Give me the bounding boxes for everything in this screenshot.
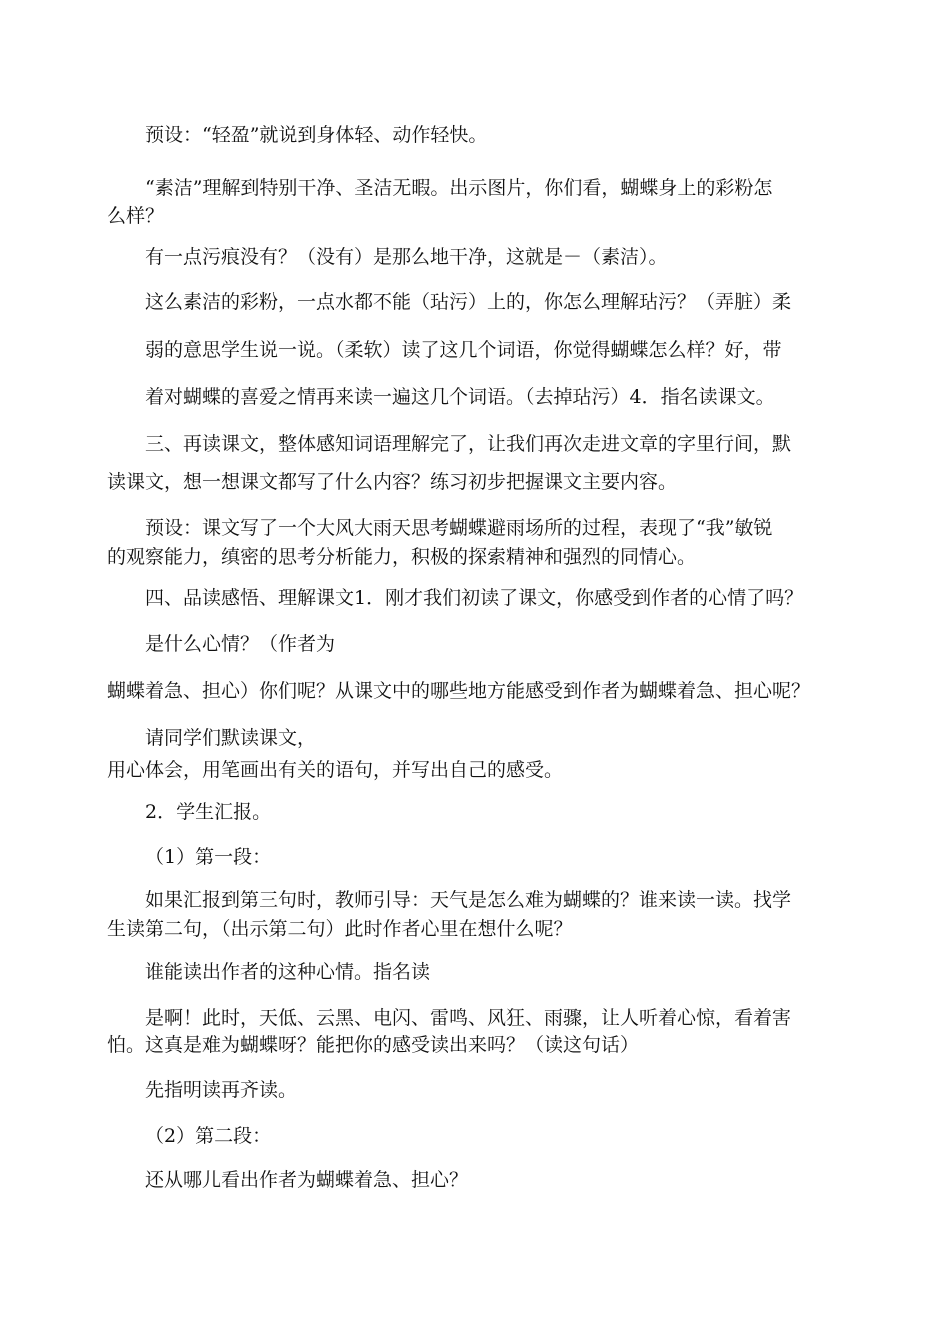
text-line: 三、再读课文，整体感知词语理解完了，让我们再次走进文章的字里行间，默 <box>145 433 792 455</box>
text-line: 着对蝴蝶的喜爱之情再来读一遍这几个词语。（去掉玷污）4．指名读课文。 <box>145 386 775 408</box>
text-line: 预设：“轻盈”就说到身体轻、动作轻快。 <box>145 124 488 146</box>
text-line: 四、品读感悟、理解课文1．刚才我们初读了课文，你感受到作者的心情了吗？ <box>145 587 804 609</box>
text-line: “素洁”理解到特别干净、圣洁无暇。出示图片，你们看，蝴蝶身上的彩粉怎 <box>145 177 773 199</box>
text-line: 用心体会，用笔画出有关的语句，并写出自己的感受。 <box>107 759 564 781</box>
text-line: 如果汇报到第三句时，教师引导：天气是怎么难为蝴蝶的？谁来读一读。找学 <box>145 889 792 911</box>
text-line: 还从哪儿看出作者为蝴蝶着急、担心？ <box>145 1169 469 1191</box>
text-line: 弱的意思学生说一说。（柔软）读了这几个词语，你觉得蝴蝶怎么样？好，带 <box>145 339 782 361</box>
text-line: 预设：课文写了一个大风大雨天思考蝴蝶避雨场所的过程，表现了“我”敏锐 <box>145 517 773 539</box>
text-line: （2）第二段： <box>145 1125 272 1147</box>
text-line: 请同学们默读课文， <box>145 727 317 749</box>
text-line: 是啊！此时，天低、云黑、电闪、雷鸣、风狂、雨骤，让人听着心惊，看着害 <box>145 1007 792 1029</box>
text-line: 的观察能力，缜密的思考分析能力，积极的探索精神和强烈的同情心。 <box>107 546 697 568</box>
text-line: 有一点污痕没有？（没有）是那么地干净，这就是－（素洁）。 <box>145 246 668 268</box>
text-line: 是什么心情？（作者为 <box>145 633 336 655</box>
text-line: 生读第二句，（出示第二句）此时作者心里在想什么呢？ <box>107 918 573 940</box>
text-line: （1）第一段： <box>145 846 272 868</box>
text-line: 2．学生汇报。 <box>145 801 272 823</box>
text-line: 先指明读再齐读。 <box>145 1079 298 1101</box>
text-line: 这么素洁的彩粉，一点水都不能（玷污）上的，你怎么理解玷污？（弄脏）柔 <box>145 291 792 313</box>
text-line: 谁能读出作者的这种心情。指名读 <box>145 961 431 983</box>
text-line: 蝴蝶着急、担心）你们呢？从课文中的哪些地方能感受到作者为蝴蝶着急、担心呢？ <box>107 680 811 702</box>
text-line: 怕。这真是难为蝴蝶呀？能把你的感受读出来吗？（读这句话） <box>107 1034 640 1056</box>
text-line: 读课文，想一想课文都写了什么内容？练习初步把握课文主要内容。 <box>107 471 678 493</box>
text-line: 么样？ <box>107 205 165 227</box>
